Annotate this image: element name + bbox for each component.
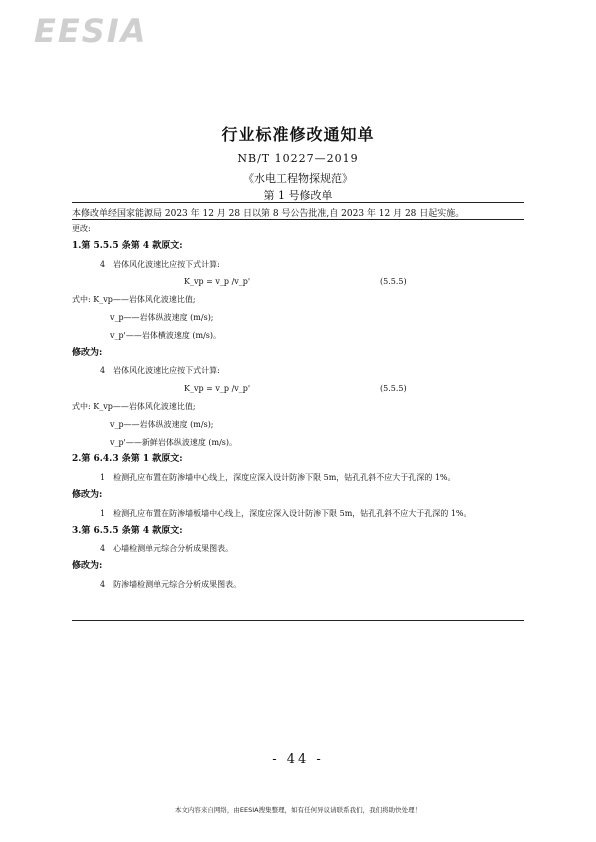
section-1-original-formula-row xyxy=(72,273,524,291)
definition-line: v_p'——岩体横波速度 (m/s)。 xyxy=(110,330,222,340)
definition-line: v_p'——新鲜岩体纵波速度 (m/s)。 xyxy=(110,437,238,447)
section-1-original-heading: 1.第 5.5.5 条第 4 款原文: xyxy=(72,240,183,251)
end-rule xyxy=(72,620,524,621)
approval-statement: 本修改单经国家能源局 2023 年 12 月 28 日以第 8 号公告批准,自 2023 年 12 月 28 日起实施。 xyxy=(72,209,465,219)
change-label: 更改: xyxy=(72,224,91,233)
section-3-original-text: 4 心墙检测单元综合分析成果图表。 xyxy=(100,544,234,554)
definition-line: v_p——岩体纵波速度 (m/s); xyxy=(110,312,214,322)
section-2-original-text: 1 检测孔应布置在防渗墙中心线上，深度应深入设计防渗下限 5m，钻孔孔斜不应大于孔深的 1%。 xyxy=(100,473,456,483)
amendment-body xyxy=(72,224,524,594)
doc-code: NB/T 10227—2019 xyxy=(237,152,359,165)
formula: K_vp = v_p /v_p' xyxy=(184,384,251,394)
section-2-revised-text: 1 检测孔应布置在防渗墙板墙中心线上，深度应深入设计防渗下限 5m，钻孔孔斜不应大于孔深的 1%。 xyxy=(100,508,472,518)
footer-notice: 本文内容来自网络，由EESIA搜集整理，如有任何异议请联系我们，我们将助快处理！ xyxy=(174,806,422,814)
section-3-revised-text: 4 防渗墙检测单元综合分析成果图表。 xyxy=(100,579,242,589)
section-1-revised-formula-row xyxy=(72,380,524,398)
section-1-revised-heading: 修改为: xyxy=(72,347,103,358)
amendment-number: 第 1 号修改单 xyxy=(263,189,333,202)
section-2-original-heading: 2.第 6.4.3 条第 1 款原文: xyxy=(72,454,183,465)
formula: K_vp = v_p /v_p' xyxy=(184,277,251,287)
top-rule xyxy=(72,202,524,203)
definition-line: 式中: K_vp——岩体风化波速比值; xyxy=(72,401,196,411)
doc-subtitle: 《水电工程物探规范》 xyxy=(243,172,353,185)
equation-number: (5.5.5) xyxy=(380,277,407,287)
logo-watermark: EESIA xyxy=(34,12,148,50)
doc-title: 行业标准修改通知单 xyxy=(221,125,375,144)
section-3-original-heading: 3.第 6.5.5 条第 4 款原文: xyxy=(72,525,183,536)
definition-line: 式中: K_vp——岩体风化波速比值; xyxy=(72,295,196,305)
section-2-revised-heading: 修改为: xyxy=(72,489,103,500)
equation-number: (5.5.5) xyxy=(380,384,407,394)
definition-line: v_p——岩体纵波速度 (m/s); xyxy=(110,419,214,429)
section-3-revised-heading: 修改为: xyxy=(72,561,103,572)
page-number: - 44 - xyxy=(272,752,324,767)
section-1-revised-item: 4 岩体风化波速比应按下式计算: xyxy=(100,366,220,376)
section-1-original-item: 4 岩体风化波速比应按下式计算: xyxy=(100,259,220,269)
